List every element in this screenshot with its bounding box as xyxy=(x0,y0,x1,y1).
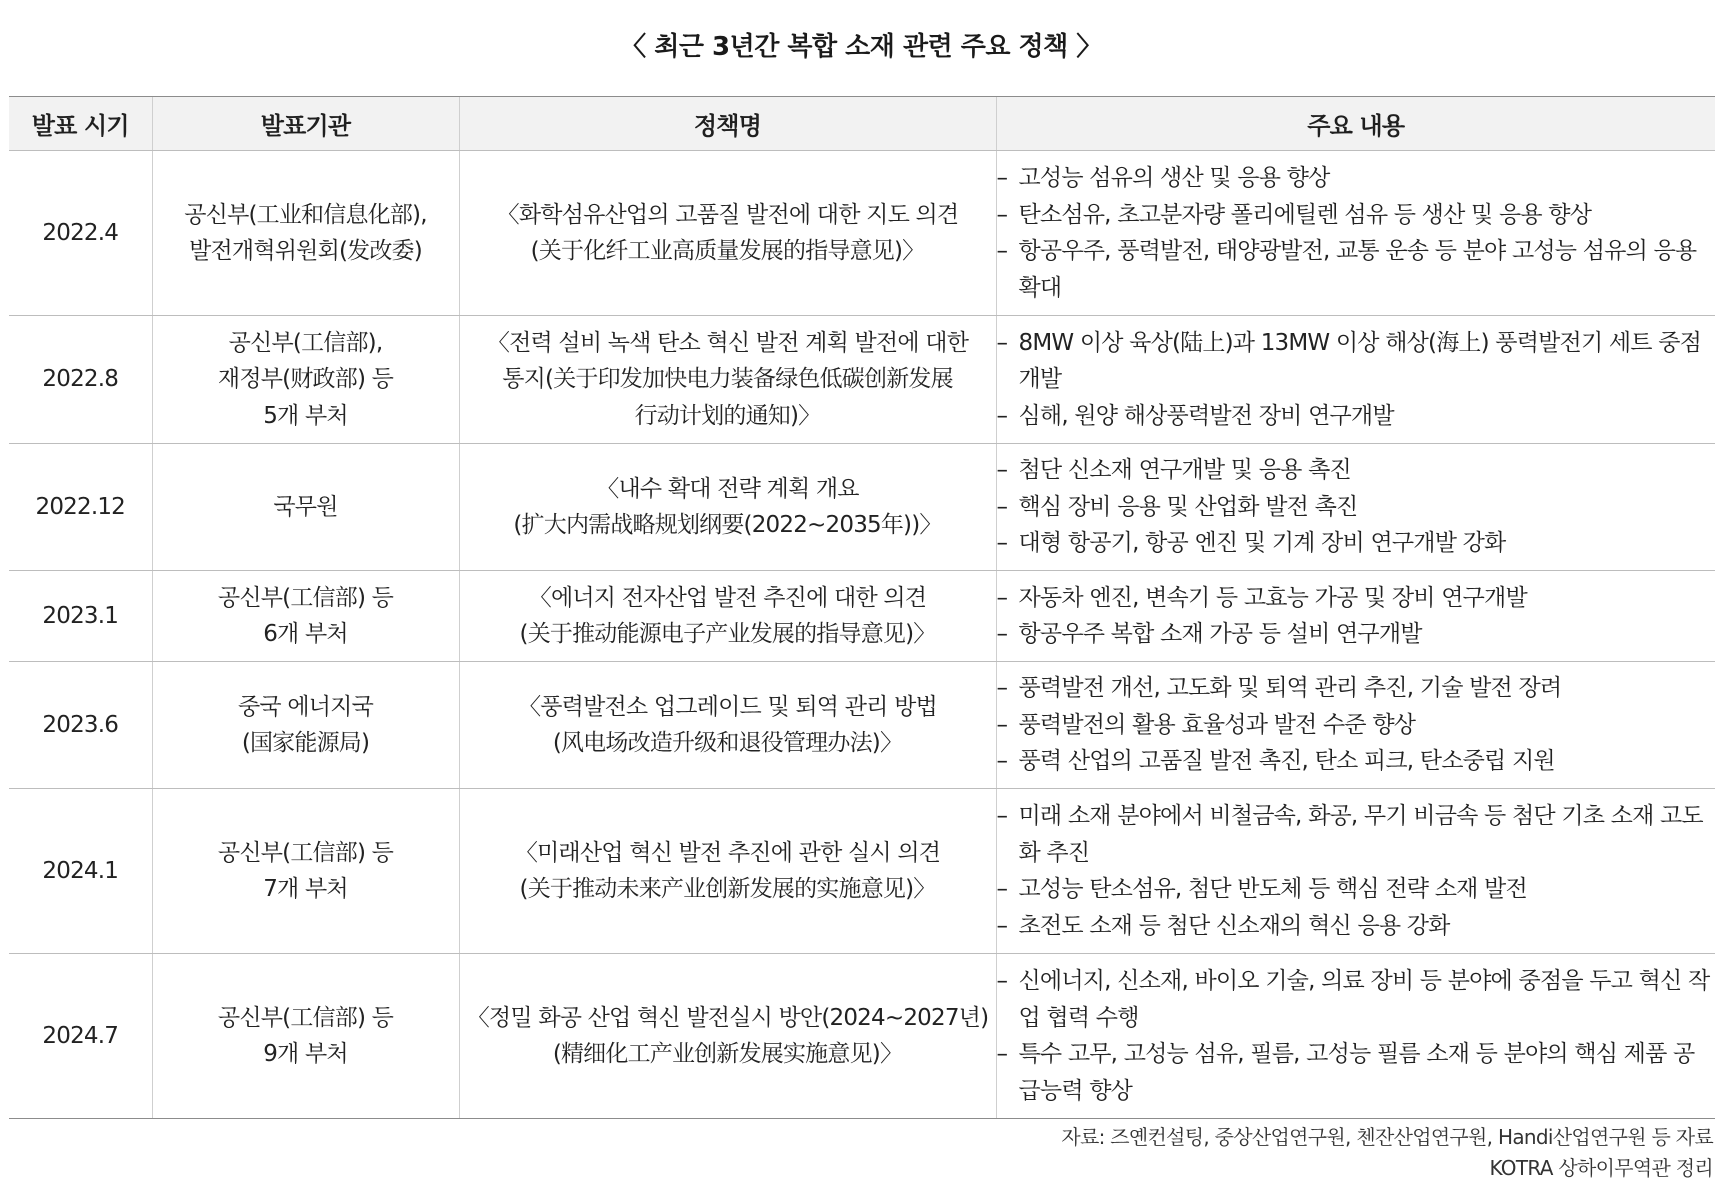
policy-text: 〈전력 설비 녹색 탄소 혁신 발전 계획 발전에 대한 통지(关于印发加快电力装备绿色低碳创新发展 行动计划的通知)〉 xyxy=(486,329,969,429)
content-list xyxy=(997,670,1716,780)
content-list xyxy=(997,160,1716,306)
table-row xyxy=(9,662,1715,789)
date-text: 2023.1 xyxy=(42,602,119,629)
content-item: – 자동차 엔진, 변속기 등 고효능 가공 및 장비 연구개발 xyxy=(997,580,1716,617)
agency-text: 공신부(工信部) 등 7개 부처 xyxy=(217,839,394,902)
agency-cell xyxy=(152,662,459,789)
agency-cell xyxy=(152,571,459,662)
policy-text: 〈정밀 화공 산업 혁신 발전실시 방안(2024~2027년) (精细化工产业创新发展实施意见)〉 xyxy=(466,1004,989,1067)
content-item: – 특수 고무, 고성능 섬유, 필름, 고성능 필름 소재 등 분야의 핵심 제품 공급능력 향상 xyxy=(997,1036,1716,1109)
content-cell xyxy=(996,789,1715,954)
content-cell xyxy=(996,151,1715,316)
table-row xyxy=(9,151,1715,316)
policy-text: 〈내수 확대 전략 계획 개요 (扩大内需战略规划纲要(2022~2035年))〉 xyxy=(513,475,942,538)
content-item: – 항공우주, 풍력발전, 태양광발전, 교통 운송 등 분야 고성능 섬유의 응용 확대 xyxy=(997,233,1716,306)
content-cell xyxy=(996,954,1715,1119)
date-cell xyxy=(9,316,152,444)
content-cell xyxy=(996,444,1715,571)
content-item: – 핵심 장비 응용 및 산업화 발전 촉진 xyxy=(997,489,1716,526)
policy-text: 〈에너지 전자산업 발전 추진에 대한 의견 (关于推动能源电子产业发展的指导意见)〉 xyxy=(519,584,936,647)
date-cell xyxy=(9,789,152,954)
header-content: 주요 내용 xyxy=(996,97,1715,151)
header-policy: 정책명 xyxy=(459,97,996,151)
content-item: – 신에너지, 신소재, 바이오 기술, 의료 장비 등 분야에 중점을 두고 혁신 작업 협력 수행 xyxy=(997,963,1716,1036)
date-text: 2023.6 xyxy=(42,711,119,738)
table-row xyxy=(9,316,1715,444)
content-item: – 고성능 탄소섬유, 첨단 반도체 등 핵심 전략 소재 발전 xyxy=(997,871,1716,908)
table-row xyxy=(9,571,1715,662)
agency-text: 공신부(工业和信息化部), 발전개혁위원회(发改委) xyxy=(184,201,427,264)
content-item: – 첨단 신소재 연구개발 및 응용 촉진 xyxy=(997,452,1716,489)
policy-text: 〈미래산업 혁신 발전 추진에 관한 실시 의견 (关于推动未来产业创新发展的实施意见)〉 xyxy=(514,839,941,902)
agency-text: 공신부(工信部) 등 6개 부처 xyxy=(217,584,394,647)
agency-cell xyxy=(152,316,459,444)
content-cell xyxy=(996,662,1715,789)
date-text: 2022.4 xyxy=(42,219,119,246)
content-item: – 탄소섬유, 초고분자량 폴리에틸렌 섬유 등 생산 및 응용 향상 xyxy=(997,197,1716,234)
agency-cell xyxy=(152,789,459,954)
header-agency: 발표기관 xyxy=(152,97,459,151)
table-row xyxy=(9,444,1715,571)
content-cell xyxy=(996,571,1715,662)
table-title: 〈 최근 3년간 복합 소재 관련 주요 정책 〉 xyxy=(620,32,1102,62)
policy-cell xyxy=(459,571,996,662)
header-date: 발표 시기 xyxy=(9,97,152,151)
source-line: 자료: 즈옌컨설팅, 중상산업연구원, 첸잔산업연구원, Handi산업연구원 등 자료 xyxy=(1061,1125,1713,1149)
content-item: – 8MW 이상 육상(陆上)과 13MW 이상 해상(海上) 풍력발전기 세트 중점 개발 xyxy=(997,325,1716,398)
agency-text: 국무원 xyxy=(273,493,338,520)
policy-text: 〈풍력발전소 업그레이드 및 퇴역 관리 방법 (风电场改造升级和退役管理办法)〉 xyxy=(518,693,937,756)
date-cell xyxy=(9,954,152,1119)
content-item: – 풍력발전 개선, 고도화 및 퇴역 관리 추진, 기술 발전 장려 xyxy=(997,670,1716,707)
content-item: – 풍력발전의 활용 효율성과 발전 수준 향상 xyxy=(997,707,1716,744)
agency-text: 공신부(工信部), 재정부(财政部) 등 5개 부처 xyxy=(217,329,394,429)
content-list xyxy=(997,325,1716,435)
content-item: – 풍력 산업의 고품질 발전 촉진, 탄소 피크, 탄소중립 지원 xyxy=(997,743,1716,780)
content-item: – 고성능 섬유의 생산 및 응용 향상 xyxy=(997,160,1716,197)
date-text: 2022.12 xyxy=(35,493,125,520)
date-cell xyxy=(9,571,152,662)
date-text: 2024.7 xyxy=(42,1022,119,1049)
date-text: 2024.1 xyxy=(42,857,119,884)
policy-table xyxy=(9,96,1715,1119)
content-item: – 미래 소재 분야에서 비철금속, 화공, 무기 비금속 등 첨단 기초 소재 고도화 추진 xyxy=(997,798,1716,871)
agency-cell xyxy=(152,954,459,1119)
agency-text: 중국 에너지국 (国家能源局) xyxy=(237,693,374,756)
content-item: – 항공우주 복합 소재 가공 등 설비 연구개발 xyxy=(997,616,1716,653)
policy-text: 〈화학섬유산업의 고품질 발전에 대한 지도 의견 (关于化纤工业高质量发展的指导意见)〉 xyxy=(496,201,959,264)
content-list xyxy=(997,798,1716,944)
date-text: 2022.8 xyxy=(42,366,119,393)
date-cell xyxy=(9,662,152,789)
table-row xyxy=(9,789,1715,954)
policy-cell xyxy=(459,954,996,1119)
agency-text: 공신부(工信部) 등 9개 부처 xyxy=(217,1004,394,1067)
policy-cell xyxy=(459,151,996,316)
table-row xyxy=(9,954,1715,1119)
content-cell xyxy=(996,316,1715,444)
content-item: – 초전도 소재 등 첨단 신소재의 혁신 응용 강화 xyxy=(997,908,1716,945)
source-line: KOTRA 상하이무역관 정리 xyxy=(1489,1156,1713,1180)
agency-cell xyxy=(152,151,459,316)
source-note xyxy=(1061,1122,1713,1184)
header-row xyxy=(9,97,1715,151)
date-cell xyxy=(9,444,152,571)
policy-cell xyxy=(459,662,996,789)
policy-cell xyxy=(459,444,996,571)
date-cell xyxy=(9,151,152,316)
content-item: – 대형 항공기, 항공 엔진 및 기계 장비 연구개발 강화 xyxy=(997,525,1716,562)
content-list xyxy=(997,580,1716,653)
content-list xyxy=(997,452,1716,562)
policy-cell xyxy=(459,789,996,954)
policy-cell xyxy=(459,316,996,444)
content-item: – 심해, 원양 해상풍력발전 장비 연구개발 xyxy=(997,398,1716,435)
agency-cell xyxy=(152,444,459,571)
content-list xyxy=(997,963,1716,1109)
